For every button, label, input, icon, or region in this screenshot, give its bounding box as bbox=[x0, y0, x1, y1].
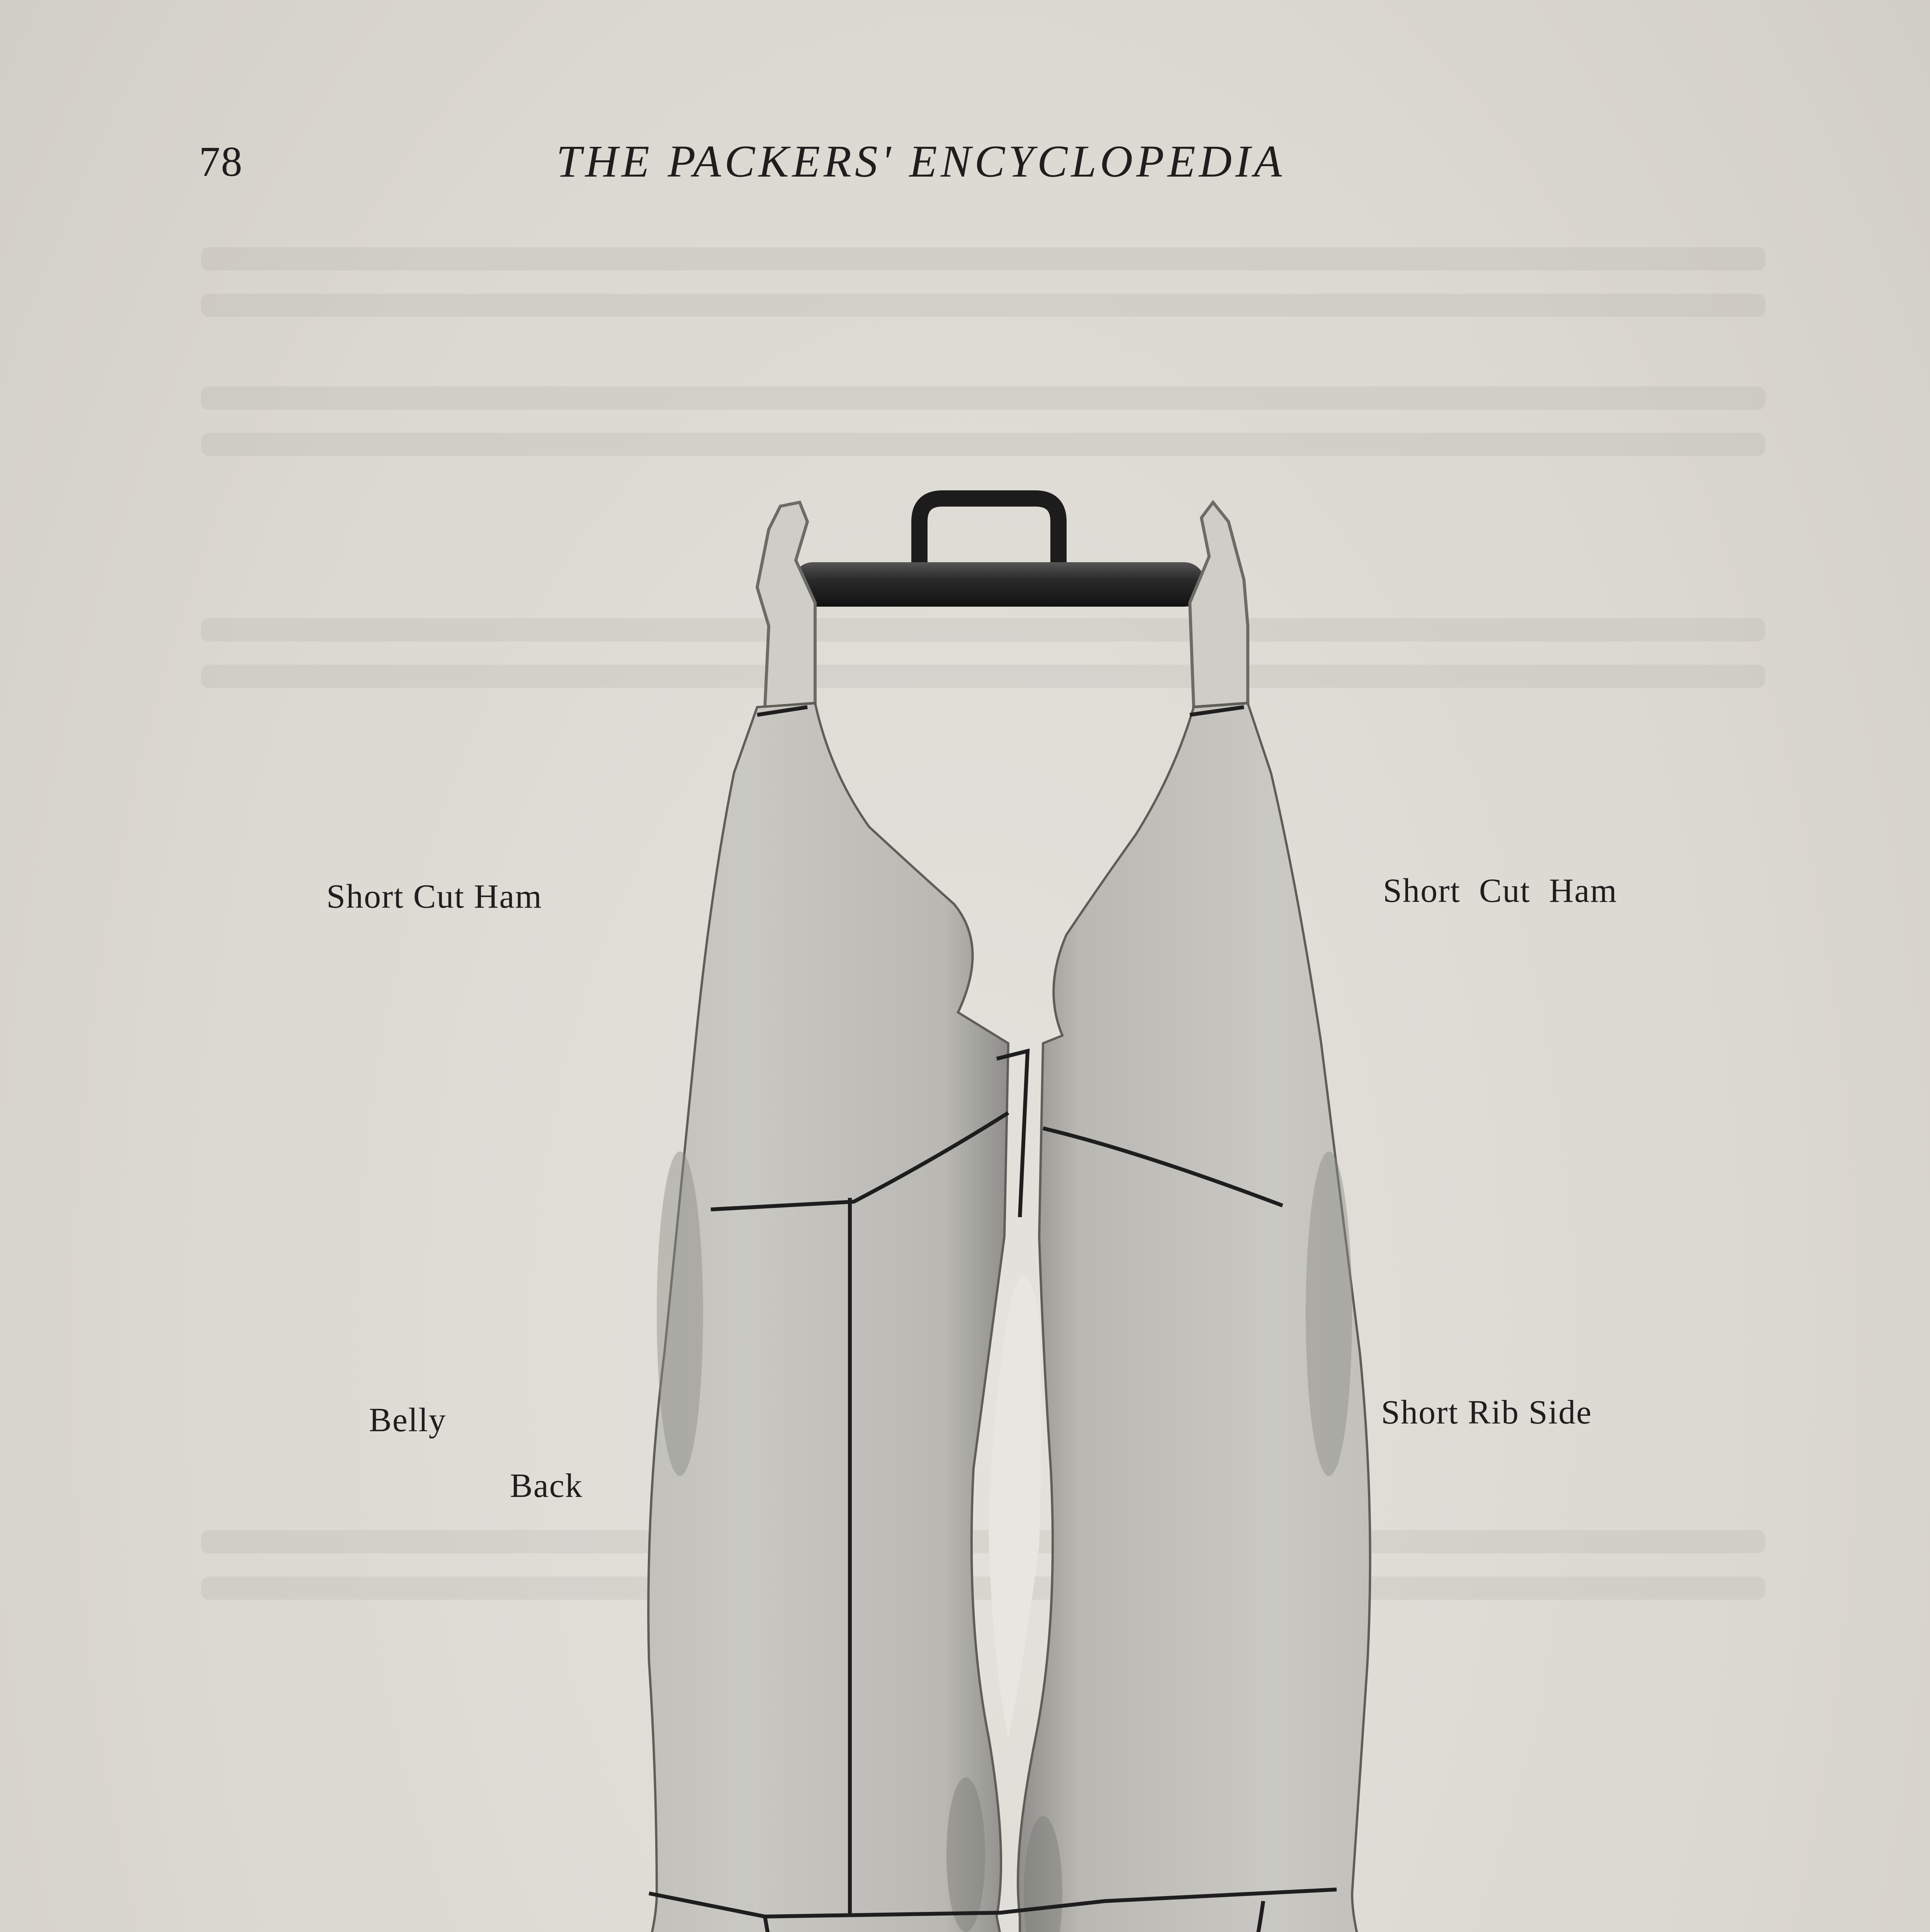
label-short-cut-ham-right: Short Cut Ham bbox=[1383, 872, 1617, 910]
shading-mark bbox=[657, 1151, 703, 1476]
label-short-rib-side: Short Rib Side bbox=[1381, 1394, 1592, 1431]
gambrel-bar bbox=[792, 562, 1205, 607]
label-belly: Belly bbox=[369, 1401, 447, 1439]
carcass-left-half bbox=[475, 703, 1008, 1932]
shading-mark bbox=[1306, 1151, 1352, 1476]
carcass-central-gap bbox=[989, 1275, 1041, 1739]
shading-mark bbox=[946, 1777, 985, 1932]
label-short-cut-ham-left: Short Cut Ham bbox=[326, 878, 542, 915]
label-back: Back bbox=[510, 1467, 583, 1505]
running-title: THE PACKERS' ENCYCLOPEDIA bbox=[556, 136, 1286, 187]
right-hind-foot bbox=[1190, 502, 1248, 707]
page-number: 78 bbox=[199, 138, 243, 185]
left-hind-foot bbox=[757, 502, 815, 707]
